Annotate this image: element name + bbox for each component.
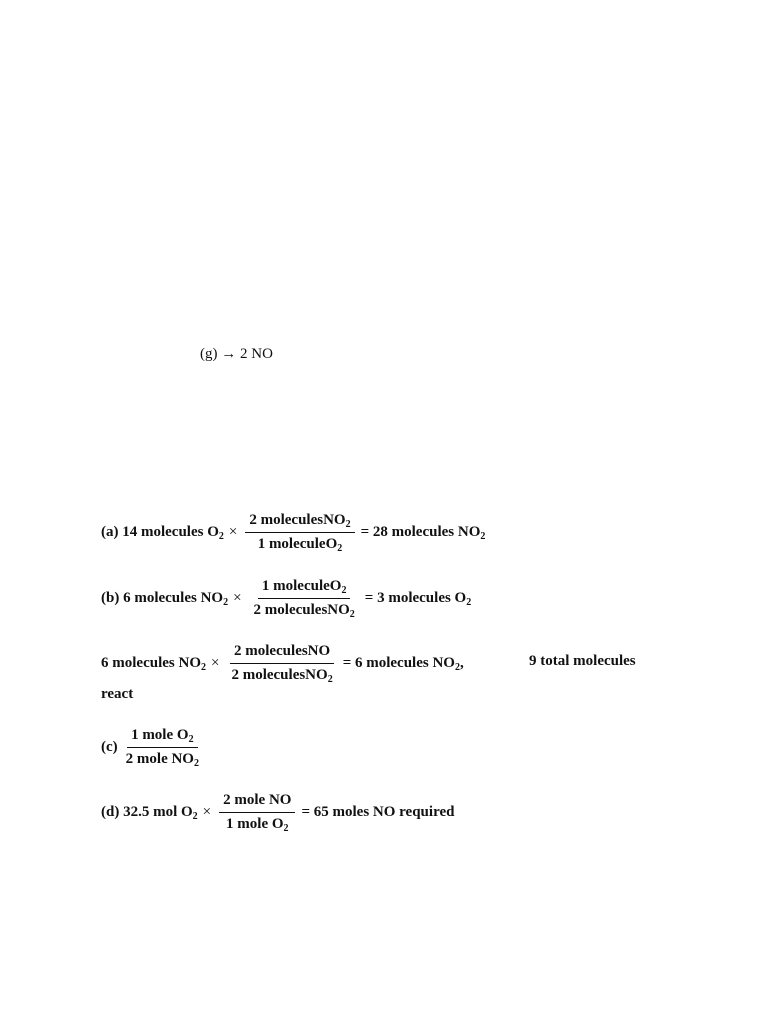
d-result: = 65 moles NO required xyxy=(301,803,455,820)
b2-numerator: 2 moleculesNO xyxy=(230,643,334,664)
reaction-fragment: (g) → 2 NO xyxy=(200,346,273,362)
d-numerator: 2 mole NO xyxy=(219,792,295,813)
b2-times: × xyxy=(210,654,220,671)
d-fraction xyxy=(219,792,295,833)
c-denominator: 2 mole $NO_2$ xyxy=(125,750,199,769)
a-result: = 28 molecules $NO_2$ xyxy=(360,523,486,542)
a-denominator: 1 moleculeO$_2$ xyxy=(257,535,343,554)
b-fraction xyxy=(250,578,359,619)
d-denominator: 1 mole $O_2$ xyxy=(226,815,289,834)
b-result: = 3 molecules $O_2$ xyxy=(364,589,472,608)
a-fraction xyxy=(245,512,354,553)
c-fraction xyxy=(122,727,203,768)
b2-denominator: 2 moleculesNO$_2$ xyxy=(231,666,333,685)
solution-b-second-step xyxy=(101,641,661,685)
a-numerator: 2 moleculesNO$_2$ xyxy=(245,512,354,533)
b-times: × xyxy=(233,589,242,606)
d-label: (d) 32.5 mol $O_2$ xyxy=(101,803,198,822)
c-label: (c) xyxy=(101,738,118,755)
b-numerator: 1 moleculeO$_2$ xyxy=(258,578,351,599)
total-molecules: 9 total molecules xyxy=(529,653,636,669)
a-times: × xyxy=(228,523,238,540)
b2-label: 6 molecules $NO_2$ xyxy=(101,654,206,673)
b2-fraction xyxy=(227,643,336,684)
b2-result: = 6 molecules $NO_2$, xyxy=(342,654,464,673)
d-times: × xyxy=(202,803,212,820)
b-label: (b) 6 molecules $NO_2$ xyxy=(101,589,229,608)
react-word: react xyxy=(101,686,134,702)
c-numerator: 1 mole $O_2$ xyxy=(127,727,198,748)
b-denominator: 2 moleculesNO$_2$ xyxy=(253,601,355,620)
a-label: (a) 14 molecules $O_2$ xyxy=(101,523,224,542)
